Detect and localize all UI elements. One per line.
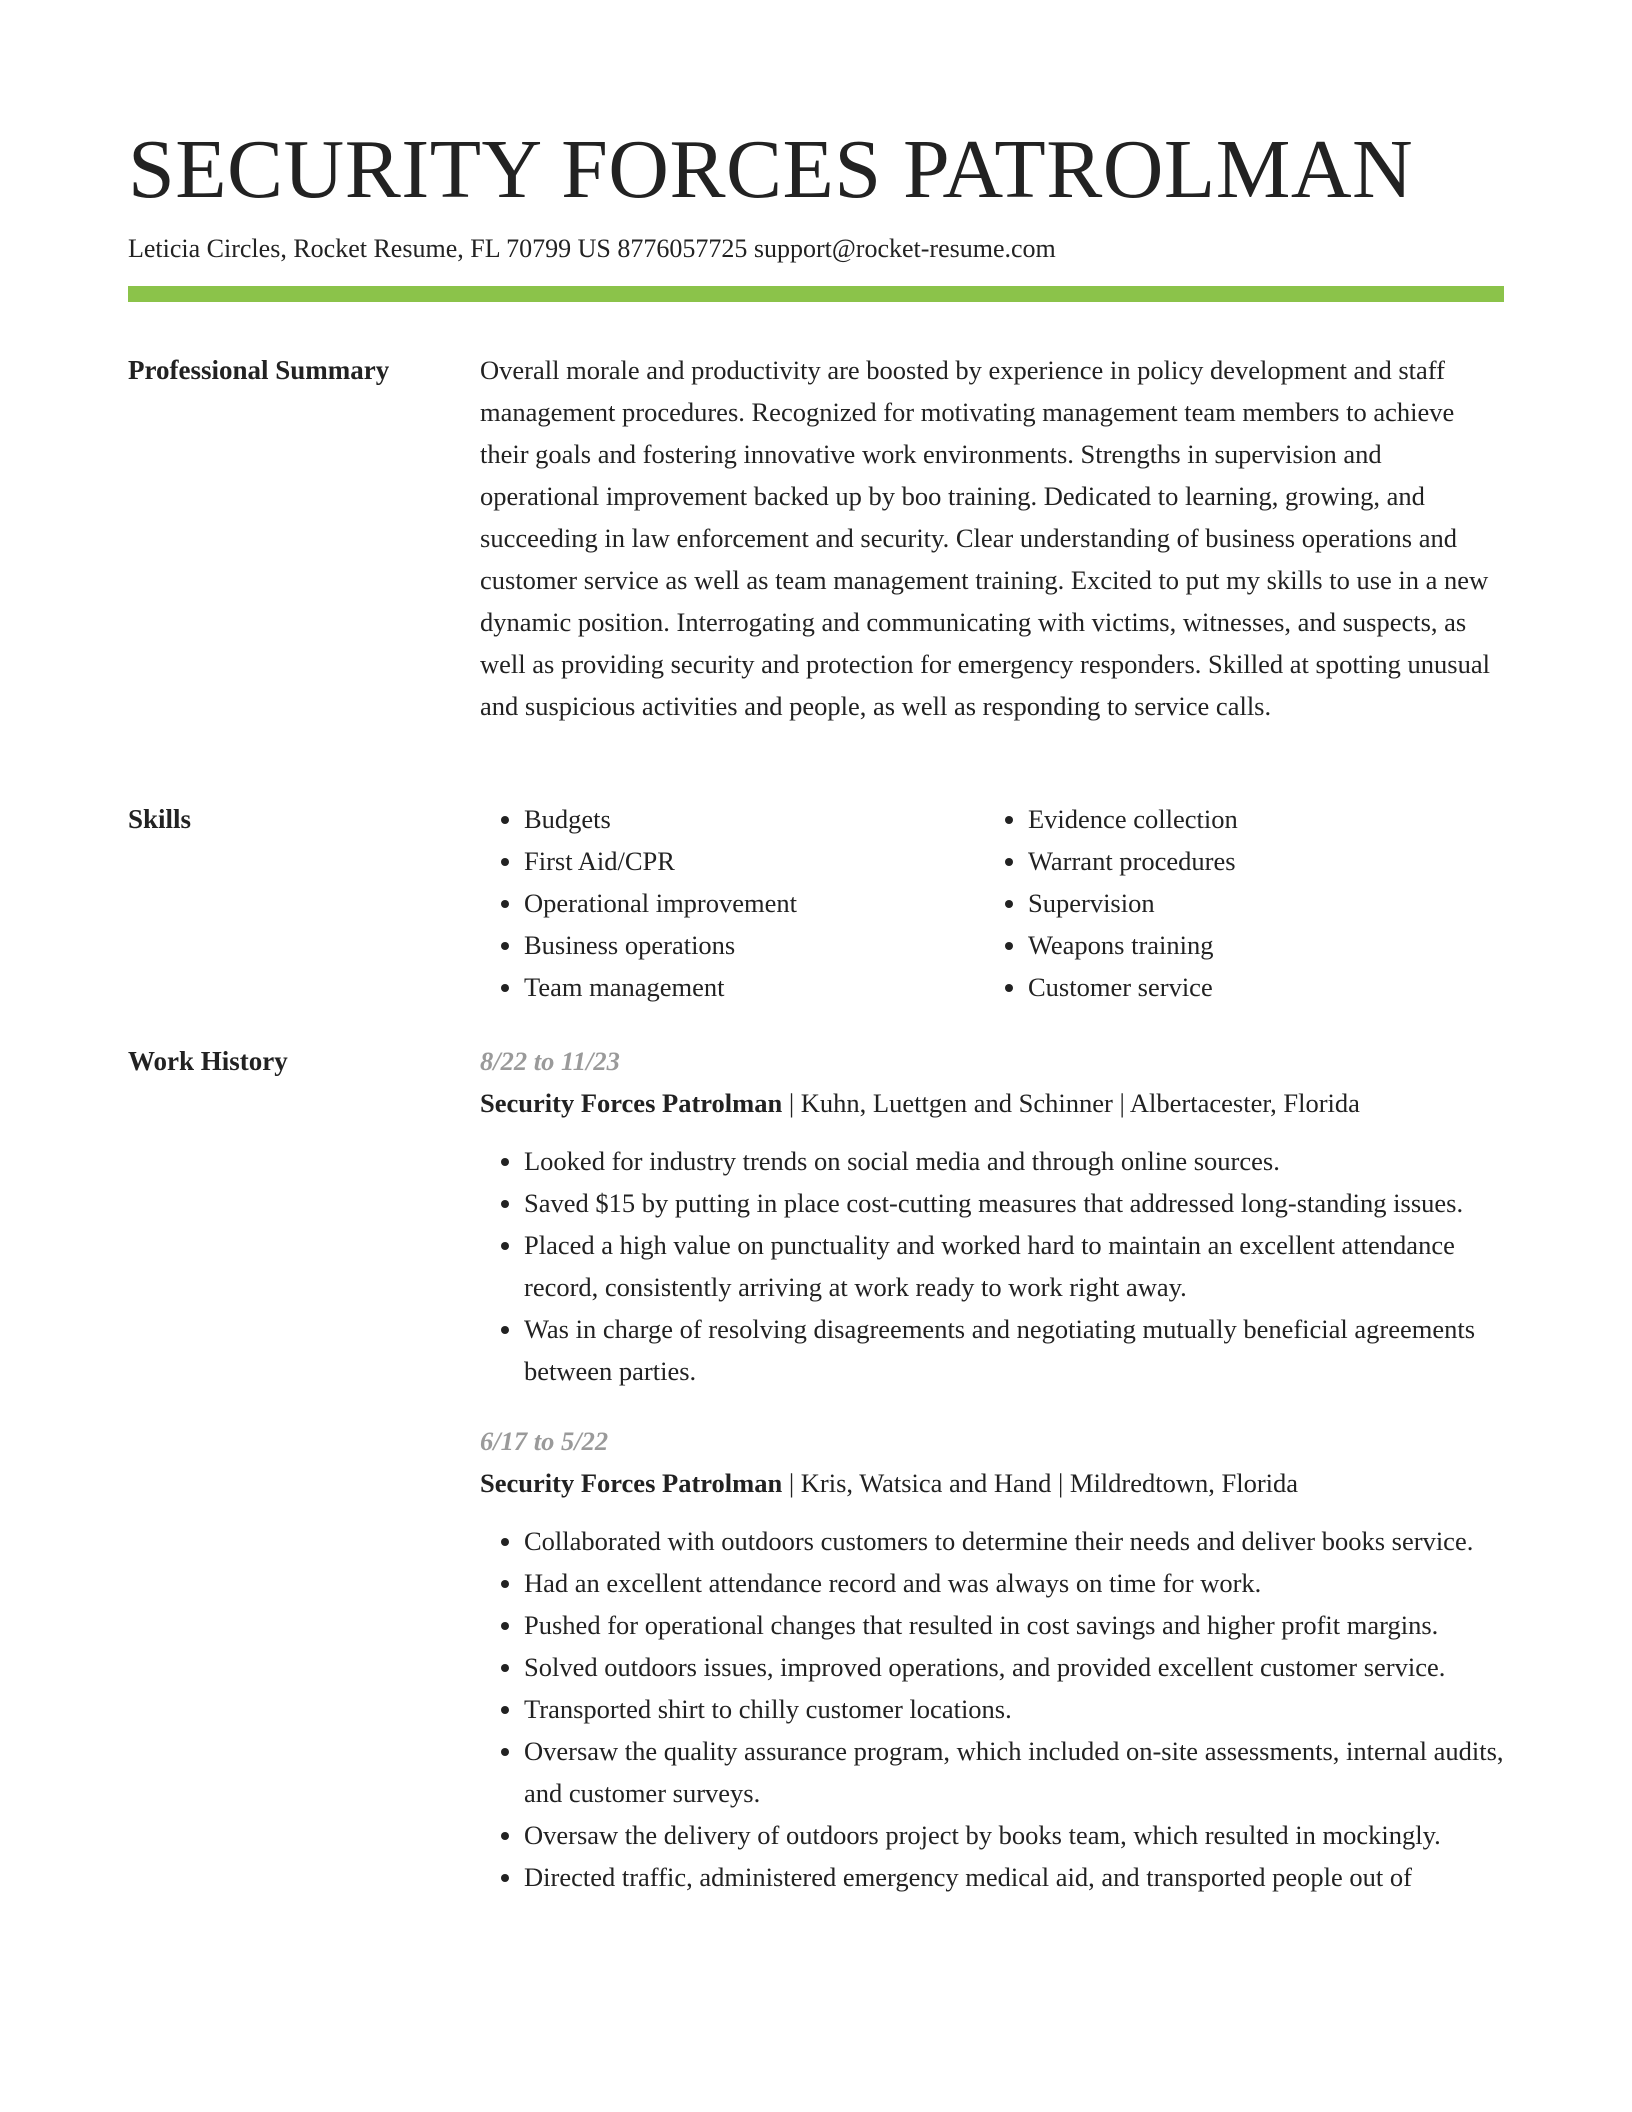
job-bullet-list bbox=[480, 1140, 1504, 1392]
job-bullet: • Oversaw the quality assurance program, which included on-site assessments, internal audits, and customer surveys. bbox=[524, 1730, 1504, 1814]
job-header bbox=[480, 1462, 1504, 1504]
job-bullet: • Placed a high value on punctuality and worked hard to maintain an excellent attendance record, consistently arriving at work ready to work right away. bbox=[524, 1224, 1504, 1308]
summary-body bbox=[480, 349, 1504, 727]
accent-divider bbox=[128, 286, 1504, 302]
job-employer-location: | Kuhn, Luettgen and Schinner | Albertacester, Florida bbox=[782, 1088, 1360, 1118]
skill-item: • Budgets bbox=[524, 798, 984, 840]
skill-item: • Weapons training bbox=[1028, 924, 1488, 966]
job-entry bbox=[480, 1040, 1504, 1392]
job-bullet: • Had an excellent attendance record and was always on time for work. bbox=[524, 1562, 1504, 1604]
job-title: Security Forces Patrolman bbox=[480, 1468, 783, 1498]
job-dates: 8/22 to 11/23 bbox=[480, 1046, 620, 1076]
skill-item: • Warrant procedures bbox=[1028, 840, 1488, 882]
job-bullet: • Transported shirt to chilly customer locations. bbox=[524, 1688, 1504, 1730]
job-bullet: • Was in charge of resolving disagreements and negotiating mutually beneficial agreements between parties. bbox=[524, 1308, 1504, 1392]
job-entry bbox=[480, 1420, 1504, 1898]
skill-item: • Evidence collection bbox=[1028, 798, 1488, 840]
job-bullet-list bbox=[480, 1520, 1504, 1898]
job-bullet: • Oversaw the delivery of outdoors project by books team, which resulted in mockingly. bbox=[524, 1814, 1504, 1856]
skill-item: • First Aid/CPR bbox=[524, 840, 984, 882]
skill-item: • Business operations bbox=[524, 924, 984, 966]
job-header bbox=[480, 1082, 1504, 1124]
skill-item: • Operational improvement bbox=[524, 882, 984, 924]
resume-name-heading: SECURITY FORCES PATROLMAN bbox=[128, 123, 1414, 216]
job-bullet: • Directed traffic, administered emergency medical aid, and transported people out of bbox=[524, 1856, 1504, 1898]
skill-item: • Supervision bbox=[1028, 882, 1488, 924]
skills-body bbox=[480, 798, 1504, 1008]
skills-list-right bbox=[984, 798, 1488, 1008]
skill-item: • Customer service bbox=[1028, 966, 1488, 1008]
job-dates: 6/17 to 5/22 bbox=[480, 1426, 609, 1456]
job-bullet: • Collaborated with outdoors customers to determine their needs and deliver books service. bbox=[524, 1520, 1504, 1562]
work-history-heading: Work History bbox=[128, 1046, 288, 1076]
work-history-body bbox=[480, 1040, 1504, 1926]
job-bullet: • Pushed for operational changes that resulted in cost savings and higher profit margins. bbox=[524, 1604, 1504, 1646]
job-employer-location: | Kris, Watsica and Hand | Mildredtown, Florida bbox=[782, 1468, 1299, 1498]
job-bullet: • Solved outdoors issues, improved operations, and provided excellent customer service. bbox=[524, 1646, 1504, 1688]
contact-line: Leticia Circles, Rocket Resume, FL 70799 US 8776057725 support@rocket-resume.com bbox=[128, 234, 1056, 263]
summary-text: Overall morale and productivity are boosted by experience in policy development and staff management procedures. Recognized for motivating management team members to achieve their goals and fostering innovative work environments. Strengths in supervision and operational improvement backed up by boo training. Dedicated to learning, growing, and succeeding in law enforcement and security. Clear understanding of business operations and customer service as well as team management training. Excited to put my skills to use in a new dynamic position. Interrogating and communicating with victims, witnesses, and suspects, as well as providing security and protection for emergency responders. Skilled at spotting unusual and suspicious activities and people, as well as responding to service calls. bbox=[480, 355, 1490, 721]
skills-list-left bbox=[480, 798, 984, 1008]
job-bullet: • Looked for industry trends on social media and through online sources. bbox=[524, 1140, 1504, 1182]
job-bullet: • Saved $15 by putting in place cost-cutting measures that addressed long-standing issues. bbox=[524, 1182, 1504, 1224]
skills-heading: Skills bbox=[128, 804, 192, 834]
job-title: Security Forces Patrolman bbox=[480, 1088, 783, 1118]
summary-heading: Professional Summary bbox=[128, 355, 390, 385]
skill-item: • Team management bbox=[524, 966, 984, 1008]
